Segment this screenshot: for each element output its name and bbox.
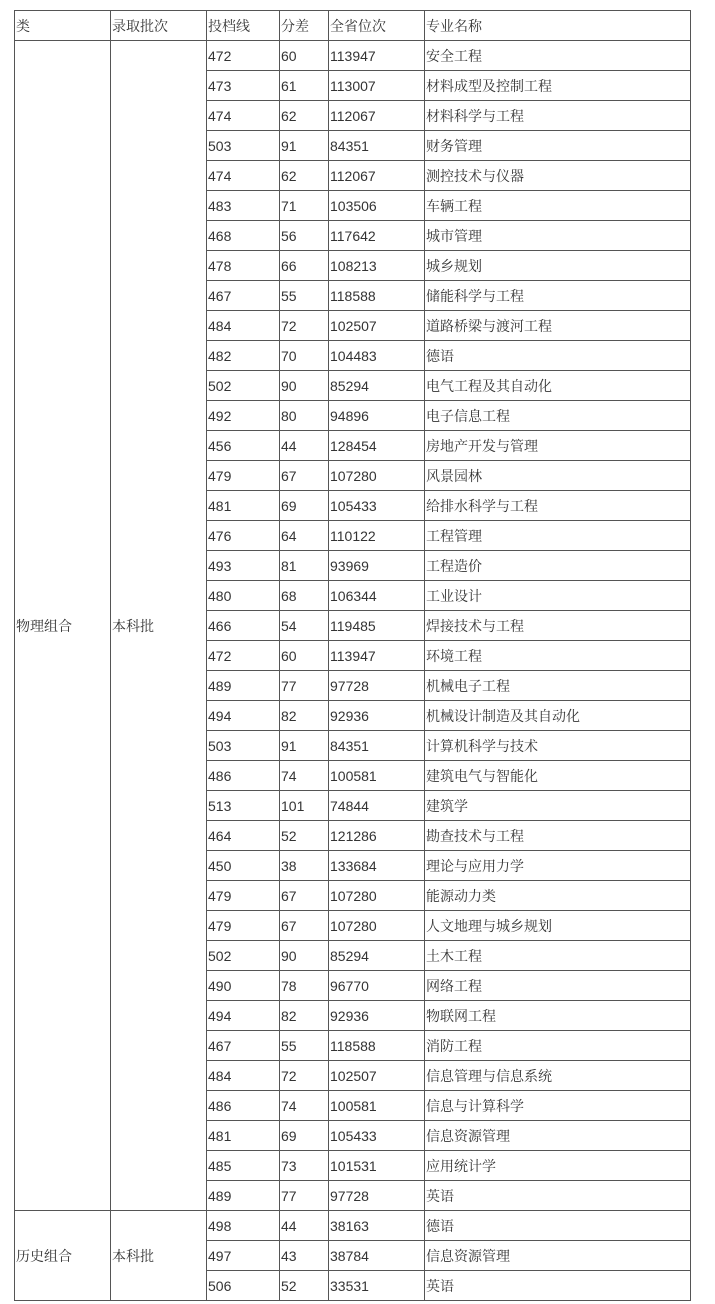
score-diff-cell: 78 (280, 971, 329, 1001)
province-rank-cell: 85294 (329, 371, 425, 401)
score-line-cell: 464 (207, 821, 280, 851)
province-rank-cell: 106344 (329, 581, 425, 611)
score-diff-cell: 91 (280, 731, 329, 761)
score-line-cell: 492 (207, 401, 280, 431)
score-line-cell: 481 (207, 491, 280, 521)
score-line-cell: 485 (207, 1151, 280, 1181)
major-name-cell: 物联网工程 (425, 1001, 690, 1031)
score-line-cell: 474 (207, 101, 280, 131)
score-line-cell: 489 (207, 1181, 280, 1211)
score-diff-cell: 44 (280, 431, 329, 461)
score-diff-cell: 67 (280, 461, 329, 491)
score-diff-cell: 56 (280, 221, 329, 251)
score-line-cell: 502 (207, 941, 280, 971)
score-diff-cell: 55 (280, 1031, 329, 1061)
major-name-cell: 理论与应用力学 (425, 851, 690, 881)
province-rank-cell: 84351 (329, 731, 425, 761)
major-name-cell: 信息管理与信息系统 (425, 1061, 690, 1091)
major-name-cell: 测控技术与仪器 (425, 161, 690, 191)
batch-cell: 本科批 (111, 1211, 207, 1300)
major-name-cell: 土木工程 (425, 941, 690, 971)
score-line-cell: 490 (207, 971, 280, 1001)
major-name-cell: 德语 (425, 1211, 690, 1241)
header-category: 类 (15, 11, 111, 41)
score-line-cell: 473 (207, 71, 280, 101)
score-diff-cell: 52 (280, 821, 329, 851)
score-line-cell: 506 (207, 1271, 280, 1300)
province-rank-cell: 105433 (329, 1121, 425, 1151)
score-line-cell: 467 (207, 281, 280, 311)
score-diff-cell: 71 (280, 191, 329, 221)
score-diff-cell: 70 (280, 341, 329, 371)
major-name-cell: 建筑电气与智能化 (425, 761, 690, 791)
score-line-cell: 486 (207, 1091, 280, 1121)
province-rank-cell: 94896 (329, 401, 425, 431)
major-name-cell: 能源动力类 (425, 881, 690, 911)
header-score-line: 投档线 (207, 11, 280, 41)
score-diff-cell: 82 (280, 701, 329, 731)
score-diff-cell: 69 (280, 491, 329, 521)
header-row (15, 11, 690, 41)
province-rank-cell: 104483 (329, 341, 425, 371)
score-line-cell: 503 (207, 731, 280, 761)
score-line-cell: 468 (207, 221, 280, 251)
score-diff-cell: 62 (280, 101, 329, 131)
province-rank-cell: 93969 (329, 551, 425, 581)
score-line-cell: 450 (207, 851, 280, 881)
province-rank-cell: 107280 (329, 881, 425, 911)
major-name-cell: 信息资源管理 (425, 1241, 690, 1271)
major-name-cell: 应用统计学 (425, 1151, 690, 1181)
province-rank-cell: 101531 (329, 1151, 425, 1181)
major-name-cell: 给排水科学与工程 (425, 491, 690, 521)
score-line-cell: 497 (207, 1241, 280, 1271)
score-diff-cell: 72 (280, 311, 329, 341)
score-diff-cell: 55 (280, 281, 329, 311)
province-rank-cell: 118588 (329, 1031, 425, 1061)
score-line-cell: 479 (207, 461, 280, 491)
table-row (15, 41, 690, 71)
province-rank-cell: 113007 (329, 71, 425, 101)
score-diff-cell: 72 (280, 1061, 329, 1091)
province-rank-cell: 38163 (329, 1211, 425, 1241)
score-line-cell: 489 (207, 671, 280, 701)
major-name-cell: 信息与计算科学 (425, 1091, 690, 1121)
major-name-cell: 储能科学与工程 (425, 281, 690, 311)
province-rank-cell: 100581 (329, 761, 425, 791)
score-diff-cell: 91 (280, 131, 329, 161)
table-body (15, 41, 690, 1300)
province-rank-cell: 33531 (329, 1271, 425, 1300)
score-line-cell: 472 (207, 41, 280, 71)
score-line-cell: 466 (207, 611, 280, 641)
major-name-cell: 电气工程及其自动化 (425, 371, 690, 401)
province-rank-cell: 107280 (329, 461, 425, 491)
score-line-cell: 479 (207, 911, 280, 941)
province-rank-cell: 112067 (329, 161, 425, 191)
table-row (15, 1211, 690, 1241)
major-name-cell: 房地产开发与管理 (425, 431, 690, 461)
score-diff-cell: 74 (280, 1091, 329, 1121)
major-name-cell: 道路桥梁与渡河工程 (425, 311, 690, 341)
score-line-cell: 502 (207, 371, 280, 401)
province-rank-cell: 103506 (329, 191, 425, 221)
header-score-diff: 分差 (280, 11, 329, 41)
province-rank-cell: 102507 (329, 1061, 425, 1091)
major-name-cell: 电子信息工程 (425, 401, 690, 431)
province-rank-cell: 100581 (329, 1091, 425, 1121)
header-province-rank: 全省位次 (329, 11, 425, 41)
score-diff-cell: 77 (280, 671, 329, 701)
batch-cell: 本科批 (111, 41, 207, 1211)
score-diff-cell: 69 (280, 1121, 329, 1151)
province-rank-cell: 113947 (329, 41, 425, 71)
score-line-cell: 478 (207, 251, 280, 281)
province-rank-cell: 74844 (329, 791, 425, 821)
score-diff-cell: 66 (280, 251, 329, 281)
province-rank-cell: 92936 (329, 701, 425, 731)
major-name-cell: 风景园林 (425, 461, 690, 491)
category-cell: 历史组合 (15, 1211, 111, 1300)
admission-scores-table (14, 10, 691, 1301)
province-rank-cell: 102507 (329, 311, 425, 341)
score-line-cell: 513 (207, 791, 280, 821)
major-name-cell: 德语 (425, 341, 690, 371)
score-diff-cell: 64 (280, 521, 329, 551)
major-name-cell: 城市管理 (425, 221, 690, 251)
score-diff-cell: 74 (280, 761, 329, 791)
province-rank-cell: 133684 (329, 851, 425, 881)
score-diff-cell: 90 (280, 371, 329, 401)
major-name-cell: 建筑学 (425, 791, 690, 821)
major-name-cell: 消防工程 (425, 1031, 690, 1061)
score-line-cell: 479 (207, 881, 280, 911)
major-name-cell: 焊接技术与工程 (425, 611, 690, 641)
score-diff-cell: 68 (280, 581, 329, 611)
score-diff-cell: 81 (280, 551, 329, 581)
score-diff-cell: 43 (280, 1241, 329, 1271)
province-rank-cell: 117642 (329, 221, 425, 251)
major-name-cell: 材料科学与工程 (425, 101, 690, 131)
score-line-cell: 503 (207, 131, 280, 161)
score-line-cell: 467 (207, 1031, 280, 1061)
score-diff-cell: 101 (280, 791, 329, 821)
score-diff-cell: 61 (280, 71, 329, 101)
major-name-cell: 英语 (425, 1181, 690, 1211)
score-diff-cell: 90 (280, 941, 329, 971)
major-name-cell: 机械设计制造及其自动化 (425, 701, 690, 731)
province-rank-cell: 97728 (329, 1181, 425, 1211)
province-rank-cell: 110122 (329, 521, 425, 551)
score-line-cell: 494 (207, 701, 280, 731)
province-rank-cell: 112067 (329, 101, 425, 131)
score-diff-cell: 73 (280, 1151, 329, 1181)
score-line-cell: 484 (207, 311, 280, 341)
major-name-cell: 财务管理 (425, 131, 690, 161)
major-name-cell: 人文地理与城乡规划 (425, 911, 690, 941)
score-diff-cell: 82 (280, 1001, 329, 1031)
major-name-cell: 计算机科学与技术 (425, 731, 690, 761)
score-diff-cell: 60 (280, 641, 329, 671)
province-rank-cell: 97728 (329, 671, 425, 701)
score-diff-cell: 44 (280, 1211, 329, 1241)
province-rank-cell: 38784 (329, 1241, 425, 1271)
province-rank-cell: 121286 (329, 821, 425, 851)
major-name-cell: 工业设计 (425, 581, 690, 611)
province-rank-cell: 92936 (329, 1001, 425, 1031)
score-line-cell: 472 (207, 641, 280, 671)
score-diff-cell: 67 (280, 911, 329, 941)
score-line-cell: 486 (207, 761, 280, 791)
score-diff-cell: 77 (280, 1181, 329, 1211)
major-name-cell: 英语 (426, 1277, 454, 1294)
score-line-cell: 493 (207, 551, 280, 581)
score-diff-cell: 54 (280, 611, 329, 641)
major-name-cell: 材料成型及控制工程 (425, 71, 690, 101)
province-rank-cell: 118588 (329, 281, 425, 311)
score-diff-cell: 80 (280, 401, 329, 431)
province-rank-cell: 96770 (329, 971, 425, 1001)
province-rank-cell: 107280 (329, 911, 425, 941)
province-rank-cell: 84351 (329, 131, 425, 161)
major-name-cell: 网络工程 (425, 971, 690, 1001)
score-line-cell: 480 (207, 581, 280, 611)
score-line-cell: 474 (207, 161, 280, 191)
province-rank-cell: 119485 (329, 611, 425, 641)
score-line-cell: 494 (207, 1001, 280, 1031)
major-name-cell: 城乡规划 (425, 251, 690, 281)
major-name-cell: 勘查技术与工程 (425, 821, 690, 851)
province-rank-cell: 108213 (329, 251, 425, 281)
province-rank-cell: 128454 (329, 431, 425, 461)
major-name-cell: 机械电子工程 (425, 671, 690, 701)
score-line-cell: 483 (207, 191, 280, 221)
score-line-cell: 476 (207, 521, 280, 551)
score-diff-cell: 60 (280, 41, 329, 71)
major-name-cell: 工程管理 (425, 521, 690, 551)
score-diff-cell: 67 (280, 881, 329, 911)
major-name-cell: 信息资源管理 (425, 1121, 690, 1151)
header-major-name: 专业名称 (425, 11, 690, 41)
score-diff-cell: 38 (280, 851, 329, 881)
province-rank-cell: 85294 (329, 941, 425, 971)
score-line-cell: 498 (207, 1211, 280, 1241)
category-cell: 物理组合 (15, 41, 111, 1211)
score-line-cell: 482 (207, 341, 280, 371)
province-rank-cell: 113947 (329, 641, 425, 671)
score-diff-cell: 62 (280, 161, 329, 191)
major-name-cell: 车辆工程 (425, 191, 690, 221)
score-line-cell: 481 (207, 1121, 280, 1151)
score-line-cell: 484 (207, 1061, 280, 1091)
major-name-cell: 环境工程 (425, 641, 690, 671)
score-diff-cell: 52 (280, 1271, 329, 1300)
major-name-cell: 工程造价 (425, 551, 690, 581)
score-line-cell: 456 (207, 431, 280, 461)
major-name-cell: 安全工程 (425, 41, 690, 71)
header-batch: 录取批次 (111, 11, 207, 41)
province-rank-cell: 105433 (329, 491, 425, 521)
